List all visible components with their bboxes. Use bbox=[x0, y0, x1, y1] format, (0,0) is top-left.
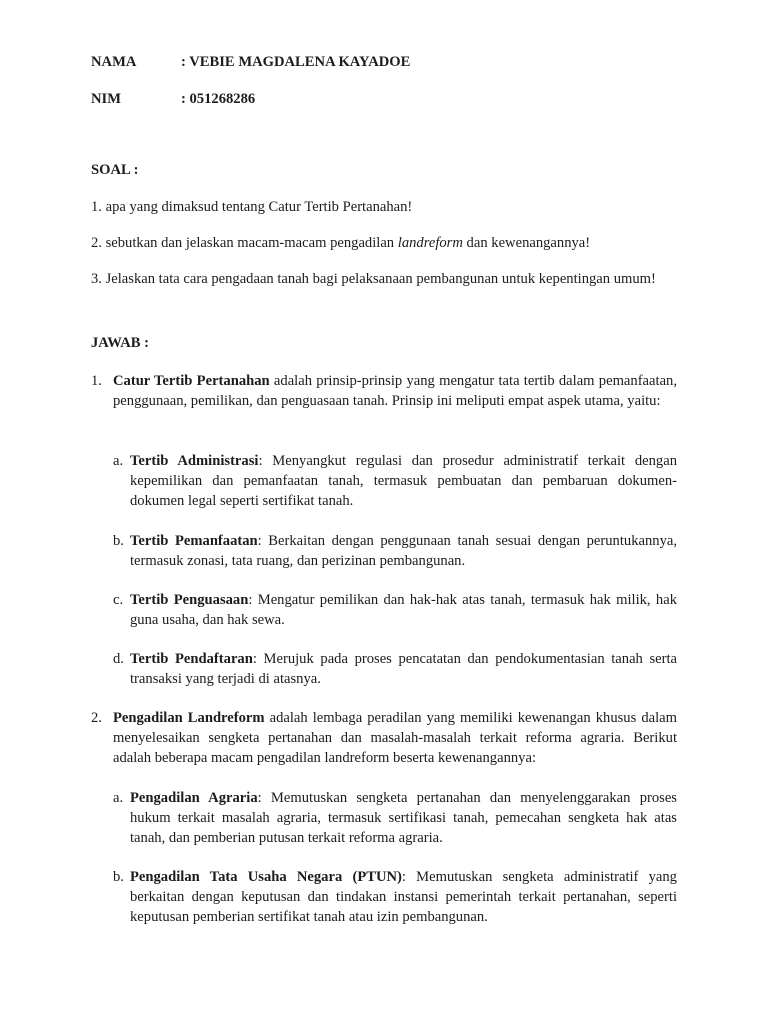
nim-value: : 051268286 bbox=[181, 91, 256, 107]
answer-2a-term: Pengadilan Agraria bbox=[130, 790, 258, 806]
answer-1-paragraph bbox=[113, 371, 677, 411]
answer-2-paragraph bbox=[113, 708, 677, 768]
answer-1c-term: Tertib Penguasaan bbox=[130, 592, 249, 608]
question-1: 1. apa yang dimaksud tentang Catur Tertib Pertanahan! bbox=[91, 199, 413, 215]
answer-1a-term: Tertib Administrasi bbox=[130, 453, 259, 469]
answer-2-number: 2. bbox=[91, 710, 102, 726]
question-2-italic: landreform bbox=[397, 235, 463, 251]
answer-1a-letter: a. bbox=[113, 453, 124, 469]
answer-1-text: adalah prinsip-prinsip yang mengatur tata tertib dalam pemanfaatan, penggunaan, pemilikan, dan penguasaan tanah. Prinsip ini meliputi empat aspek utama, yaitu: bbox=[113, 373, 677, 409]
answer-1c-letter: c. bbox=[113, 592, 124, 608]
answer-1b-term: Tertib Pemanfaatan bbox=[130, 533, 258, 549]
nim-label: NIM bbox=[91, 91, 121, 107]
answer-1b-item bbox=[130, 531, 677, 571]
answer-1a-text: : Menyangkut regulasi dan prosedur administratif terkait dengan kepemilikan dan pemanfaatan tanah, termasuk pembuatan dan pembaruan dokumen-dokumen legal seperti sertifikat tanah. bbox=[130, 453, 677, 509]
answer-2-text: adalah lembaga peradilan yang memiliki kewenangan khusus dalam menyelesaikan sengketa pertanahan dan masalah-masalah terkait reforma agraria. Berikut adalah beberapa macam pengadilan landreform beserta kewenangannya: bbox=[113, 710, 677, 766]
answer-1d-item bbox=[130, 649, 677, 689]
answer-1c-item bbox=[130, 590, 677, 630]
question-2-post: dan kewenangannya! bbox=[462, 235, 591, 251]
question-2 bbox=[91, 233, 691, 253]
answer-1c-text: : Mengatur pemilikan dan hak-hak atas tanah, termasuk hak milik, hak guna usaha, dan hak sewa. bbox=[130, 592, 677, 628]
answer-2b-item bbox=[130, 867, 677, 927]
answer-1b-text: : Berkaitan dengan penggunaan tanah sesuai dengan peruntukannya, termasuk zonasi, tata ruang, dan perizinan pembangunan. bbox=[130, 533, 677, 569]
answer-1b-letter: b. bbox=[113, 533, 124, 549]
soal-heading: SOAL : bbox=[91, 162, 139, 178]
answer-1d-letter: d. bbox=[113, 651, 124, 667]
answer-1d-text: : Merujuk pada proses pencatatan dan pendokumentasian tanah serta transaksi yang terjadi di atasnya. bbox=[130, 651, 678, 687]
answer-2b-letter: b. bbox=[113, 869, 124, 885]
answer-1-number: 1. bbox=[91, 373, 102, 389]
answer-2a-letter: a. bbox=[113, 790, 124, 806]
answer-2b-term: Pengadilan Tata Usaha Negara (PTUN) bbox=[130, 869, 402, 885]
question-3: 3. Jelaskan tata cara pengadaan tanah bagi pelaksanaan pembangunan untuk kepentingan umum! bbox=[91, 271, 656, 287]
nama-value: : VEBIE MAGDALENA KAYADOE bbox=[181, 54, 411, 70]
answer-2b-text: : Memutuskan sengketa administratif yang berkaitan dengan keputusan dan tindakan instansi pemerintah terkait pertanahan, seperti keputusan pemberian sertifikat tanah atau izin pembangunan. bbox=[130, 869, 677, 925]
answer-1a-item bbox=[130, 451, 677, 511]
answer-2-term: Pengadilan Landreform bbox=[113, 710, 265, 726]
question-2-pre: 2. sebutkan dan jelaskan macam-macam pengadilan bbox=[91, 235, 398, 251]
jawab-heading: JAWAB : bbox=[91, 335, 149, 351]
nama-label: NAMA bbox=[91, 54, 137, 70]
answer-2a-item bbox=[130, 788, 677, 848]
answer-1d-term: Tertib Pendaftaran bbox=[130, 651, 253, 667]
answer-2a-text: : Memutuskan sengketa pertanahan dan menyelenggarakan proses hukum terkait masalah agraria, termasuk sertifikasi tanah, pemecahan sengketa hak atas tanah, dan pemberian putusan terkait reforma agraria. bbox=[130, 790, 677, 846]
answer-1-term: Catur Tertib Pertanahan bbox=[113, 373, 270, 389]
